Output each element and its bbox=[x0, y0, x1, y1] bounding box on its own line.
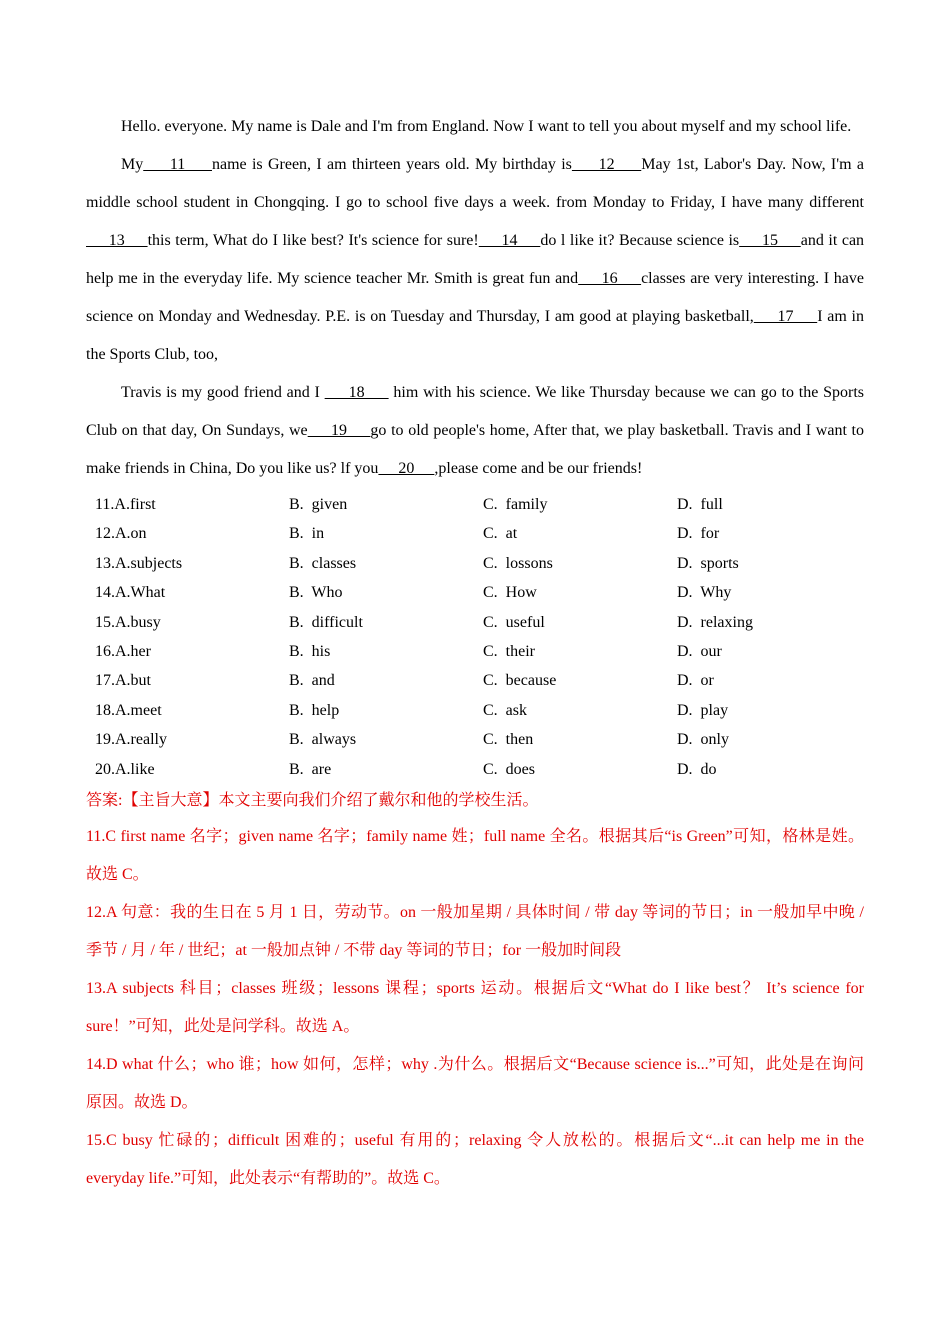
option-c: C. ask bbox=[483, 701, 527, 719]
option-row-12 bbox=[86, 519, 864, 548]
option-row-14 bbox=[86, 578, 864, 607]
option-b: B. Who bbox=[289, 584, 343, 602]
answer-section bbox=[86, 784, 864, 1198]
option-d: D. relaxing bbox=[677, 613, 753, 631]
blank-13: 13 bbox=[86, 232, 148, 249]
option-c: C. family bbox=[483, 496, 548, 513]
option-d: D. sports bbox=[677, 554, 739, 572]
option-row-17 bbox=[86, 666, 864, 695]
passage-paragraph-1: Hello. everyone. My name is Dale and I'm from England. Now I want to tell you about myself and my school life. bbox=[121, 118, 852, 135]
option-c: C. at bbox=[483, 525, 518, 543]
answer-item-14: 14.D what 什么；who 谁；how 如何，怎样；why .为什么。根据后文“Because science is...”可知，此处是在询问原因。故选 D。 bbox=[86, 1055, 864, 1111]
option-b: B. difficult bbox=[289, 613, 363, 631]
option-b: B. given bbox=[289, 496, 348, 513]
option-a: 18.A.meet bbox=[95, 701, 162, 719]
option-a: 17.A.but bbox=[95, 672, 151, 690]
option-a: 16.A.her bbox=[95, 642, 151, 660]
option-b: B. are bbox=[289, 760, 332, 778]
option-b: B. and bbox=[289, 672, 335, 690]
option-a: 13.A.subjects bbox=[95, 554, 183, 572]
document-page bbox=[86, 108, 864, 1198]
option-row-18 bbox=[86, 696, 864, 725]
options-list bbox=[86, 490, 864, 784]
blank-19: 19 bbox=[307, 422, 371, 439]
option-d: D. do bbox=[677, 760, 717, 778]
option-c: C. How bbox=[483, 584, 537, 602]
blank-18: 18 bbox=[324, 384, 389, 401]
option-row-11 bbox=[86, 490, 864, 519]
answer-item-13: 13.A subjects 科目；classes 班级；lessons 课程；sports 运动。根据后文“What do I like best？ It’s science for sure！”可知，此处是问学科。故选 A。 bbox=[86, 979, 864, 1035]
option-b: B. always bbox=[289, 731, 357, 749]
option-c: C. because bbox=[483, 672, 557, 690]
option-row-16 bbox=[86, 637, 864, 666]
option-a: 12.A.on bbox=[95, 525, 147, 543]
option-b: B. in bbox=[289, 525, 325, 543]
option-a: 19.A.really bbox=[95, 731, 167, 749]
option-a: 14.A.What bbox=[95, 584, 166, 602]
blank-14: 14 bbox=[478, 232, 541, 249]
option-d: D. play bbox=[677, 701, 729, 719]
option-d: D. full bbox=[677, 496, 723, 513]
option-row-19 bbox=[86, 725, 864, 754]
option-c: C. useful bbox=[483, 613, 545, 631]
blank-16: 16 bbox=[578, 270, 642, 287]
option-c: C. their bbox=[483, 642, 535, 660]
option-b: B. classes bbox=[289, 554, 357, 572]
option-d: D. our bbox=[677, 642, 722, 660]
passage-paragraph-3: Travis is my good friend and I 18 him with his science. We like Thursday because we can go to the Sports Club on that day, On Sundays, we 19 go to old people's home, After that, we play basketball. Travis and I want to make friends in China, Do you like us? lf you 20 ,please come and be our friends! bbox=[86, 384, 865, 477]
option-b: B. his bbox=[289, 642, 331, 660]
blank-17: 17 bbox=[753, 308, 818, 325]
option-a: 15.A.busy bbox=[95, 613, 161, 631]
option-row-20 bbox=[86, 755, 864, 784]
passage-paragraph-2: My 11 name is Green, I am thirteen years old. My birthday is 12 May 1st, Labor's Day. Now, I'm a middle school student in Chongqing. I go to school five days a week. from Monday to Friday, I have many different 13 this term, What do I like best? It's science for sure! 14 do l like it? Because science is 15 and it can help me in the everyday life. My science teacher Mr. Smith is great fun and 16 classes are very interesting. I have science on Monday and Wednesday. P.E. is on Tuesday and Thursday, I am good at playing basketball, 17 I am in the Sports Club, too, bbox=[86, 156, 865, 363]
option-d: D. for bbox=[677, 525, 720, 543]
answer-heading: 答案:【主旨大意】本文主要向我们介绍了戴尔和他的学校生活。 bbox=[86, 791, 539, 809]
option-a: 20.A.like bbox=[95, 760, 155, 778]
option-d: D. or bbox=[677, 672, 714, 690]
option-row-15 bbox=[86, 608, 864, 637]
answer-item-11: 11.C first name 名字；given name 名字；family name 姓；full name 全名。根据其后“is Green”可知，格林是姓。故选 C。 bbox=[86, 827, 864, 883]
option-b: B. help bbox=[289, 701, 340, 719]
option-c: C. does bbox=[483, 760, 535, 778]
option-row-13 bbox=[86, 549, 864, 578]
option-c: C. then bbox=[483, 731, 534, 749]
option-d: D. Why bbox=[677, 584, 732, 602]
answer-item-15: 15.C busy 忙碌的；difficult 困难的；useful 有用的；relaxing 令人放松的。根据后文“...it can help me in the everyday life.”可知，此处表示“有帮助的”。故选 C。 bbox=[86, 1131, 864, 1187]
blank-11: 11 bbox=[143, 156, 212, 173]
option-c: C. lossons bbox=[483, 554, 553, 572]
option-a: 11.A.first bbox=[95, 496, 156, 513]
blank-12: 12 bbox=[571, 156, 642, 173]
blank-15: 15 bbox=[739, 232, 801, 249]
option-d: D. only bbox=[677, 731, 729, 749]
answer-item-12: 12.A 句意：我的生日在 5 月 1 日，劳动节。on 一般加星期 / 具体时间 / 带 day 等词的节日；in 一般加早中晚 / 季节 / 月 / 年 / 世纪；at 一般加点钟 / 不带 day 等词的节日；for 一般加时间段 bbox=[86, 903, 864, 959]
blank-20: 20 bbox=[378, 460, 435, 477]
